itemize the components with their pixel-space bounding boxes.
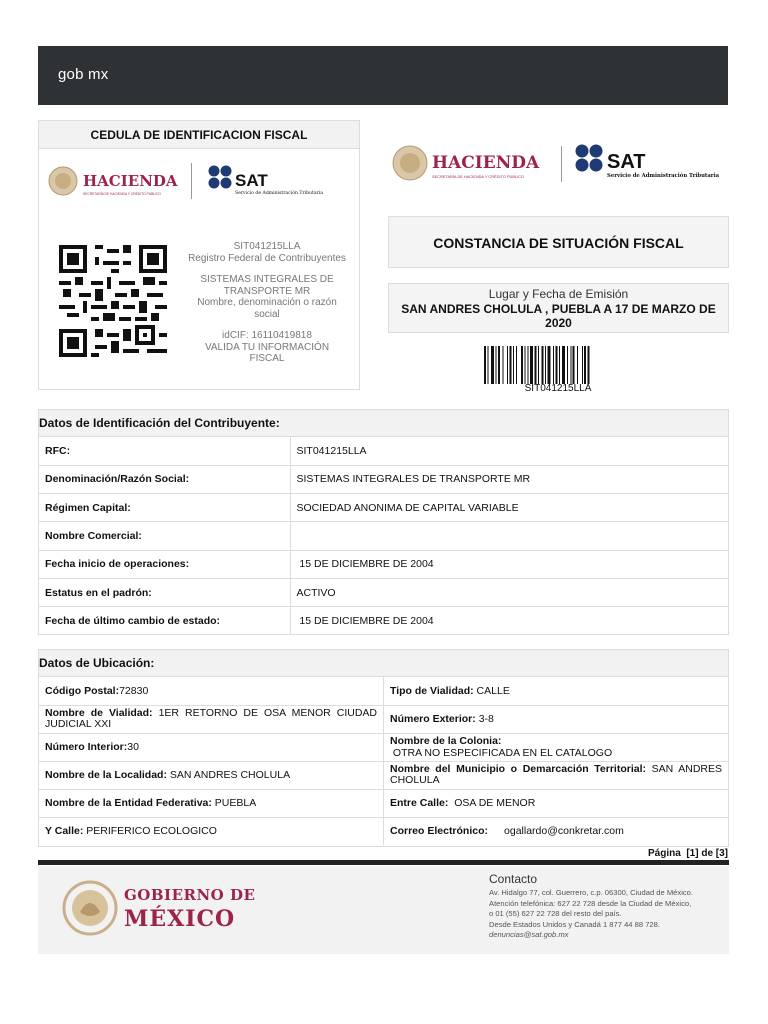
ubicacion-title: Datos de Ubicación: (39, 650, 728, 677)
entre-calle-value: OSA DE MENOR (448, 797, 536, 809)
vialidad-value: 1ER RETORNO DE OSA MENOR CIUDAD JUDICIAL XXI (45, 707, 377, 730)
correo-cell (384, 817, 729, 845)
row-label: Estatus en el padrón: (39, 578, 290, 606)
lugar-fecha-label: Lugar y Fecha de Emisión (488, 287, 629, 301)
table-row (39, 817, 728, 845)
table-row (39, 522, 728, 550)
mexico-seal-icon (62, 878, 118, 938)
barcode-bar (588, 346, 590, 384)
sat-logo-small (207, 164, 347, 200)
tipo-vialidad-label: Tipo de Vialidad: (390, 684, 474, 697)
barcode-bar (516, 346, 517, 384)
barcode-bar (528, 346, 529, 384)
barcode-bar (507, 346, 508, 384)
row-value: ACTIVO (290, 578, 728, 606)
sat-logo-small-sub: Servicio de Administración Tributaria (235, 191, 324, 196)
colonia-label: Nombre de la Colonia: (390, 735, 502, 747)
numero-exterior-label: Número Exterior: (390, 713, 476, 725)
colonia-value: OTRA NO ESPECIFICADA EN EL CATALOGO (390, 747, 613, 759)
barcode-text: SIT041215LLA (524, 383, 592, 394)
entidad-label: Nombre de la Entidad Federativa: (45, 797, 212, 809)
row-value: 15 DE DICIEMBRE DE 2004 (290, 550, 728, 578)
row-value (290, 522, 728, 550)
contacto-title: Contacto (489, 872, 538, 886)
barcode-bar (521, 346, 523, 384)
barcode-bar (491, 346, 494, 384)
barcode-bar (545, 346, 546, 384)
qr-code[interactable] (59, 245, 167, 357)
table-row (39, 607, 728, 635)
municipio-label: Nombre del Municipio o Demarcación Territorial: (390, 763, 646, 775)
barcode-bar (509, 346, 511, 384)
barcode-bar (538, 346, 539, 384)
numero-exterior-value: 3-8 (475, 713, 494, 725)
hacienda-logo-text: HACIENDA (432, 153, 540, 173)
barcode-bar (582, 346, 583, 384)
gobmx-logo[interactable]: gob mx (58, 66, 109, 83)
contacto-line: Atención telefónica: 627 22 728 desde la Ciudad de México, (489, 898, 692, 908)
barcode-bar (524, 346, 525, 384)
barcode-bar (535, 346, 537, 384)
barcode-bar (584, 346, 586, 384)
gob-logo-line1: GOBIERNO DE (124, 886, 256, 904)
barcode-bar (567, 346, 568, 384)
numero-interior-value: 30 (127, 741, 139, 753)
barcode-bar (542, 346, 544, 384)
row-label: Denominación/Razón Social: (39, 465, 290, 493)
footer-separator (38, 860, 729, 865)
table-row (39, 465, 728, 493)
row-value: SIT041215LLA (296, 444, 367, 457)
logo-divider (191, 163, 192, 199)
contacto-line: o 01 (55) 627 22 728 del resto del país. (489, 909, 622, 919)
codigo-postal-label: Código Postal: (45, 684, 120, 697)
lugar-fecha-box (388, 283, 729, 333)
barcode-bar (530, 346, 533, 384)
localidad-cell (39, 761, 384, 789)
codigo-postal-cell (39, 677, 384, 705)
barcode-bar (553, 346, 554, 384)
correo-value[interactable]: ogallardo@conkretar.com (504, 825, 624, 838)
cedula-valida-l2: FISCAL (249, 353, 285, 364)
constancia-title: CONSTANCIA DE SITUACIÓN FISCAL (388, 216, 729, 268)
barcode (484, 346, 632, 384)
table-row (39, 578, 728, 606)
sat-logo-small-text: SAT (235, 171, 268, 190)
gobierno-mexico-logo (124, 886, 255, 932)
hacienda-logo-small (45, 161, 181, 201)
barcode-bar (573, 346, 575, 384)
tipo-vialidad-value: CALLE (473, 684, 510, 697)
ubicacion-section (38, 649, 729, 847)
row-value: 15 DE DICIEMBRE DE 2004 (290, 607, 728, 635)
table-row (39, 789, 728, 817)
barcode-bar (502, 346, 503, 384)
barcode-bar (487, 346, 488, 384)
lugar-fecha-value: SAN ANDRES CHOLULA , PUEBLA A 17 DE MARZO DE 2020 (401, 302, 716, 330)
identificacion-table (39, 437, 728, 635)
codigo-postal-value: 72830 (119, 684, 149, 697)
vialidad-cell (39, 705, 384, 733)
barcode-bar (555, 346, 557, 384)
barcode-bar (498, 346, 500, 384)
hacienda-logo-small-text: HACIENDA (83, 172, 178, 190)
barcode-bar (496, 346, 497, 384)
barcode-bar (547, 346, 550, 384)
entidad-cell (39, 789, 384, 817)
contacto-line: Av. Hidalgo 77, col. Guerrero, c.p. 06300, Ciudad de México. (489, 888, 694, 898)
tipo-vialidad-cell (384, 677, 729, 705)
contacto-line: Desde Estados Unidos y Canadá 1 877 44 88 728. (489, 919, 660, 929)
row-label: Fecha inicio de operaciones: (39, 550, 290, 578)
row-label: RFC: (39, 437, 290, 465)
sat-logo (574, 143, 732, 183)
municipio-value: SAN ANDRES CHOLULA (390, 763, 722, 786)
barcode-bar (562, 346, 565, 384)
barcode-bar (559, 346, 560, 384)
identificacion-title: Datos de Identificación del Contribuyente: (39, 410, 728, 437)
footer (38, 866, 729, 954)
cedula-name-label-l1: Nombre, denominación o razón (197, 297, 337, 308)
numero-interior-cell (39, 733, 384, 761)
cedula-rfc-label: Registro Federal de Contribuyentes (188, 252, 346, 264)
colonia-cell (384, 733, 729, 761)
y-calle-value: PERIFERICO ECOLOGICO (83, 825, 217, 838)
row-value: SISTEMAS INTEGRALES DE TRANSPORTE MR (290, 465, 728, 493)
cedula-idcif: idCIF: 16110419818 (222, 330, 312, 341)
row-label: Nombre Comercial: (39, 522, 290, 550)
logo-divider-big (561, 146, 562, 182)
municipio-cell (384, 761, 729, 789)
table-row (39, 550, 728, 578)
table-row (39, 437, 728, 465)
table-row (39, 705, 728, 733)
identificacion-section (38, 409, 729, 635)
entre-calle-cell (384, 789, 729, 817)
gob-logo-line2: MÉXICO (124, 906, 236, 932)
localidad-value: SAN ANDRES CHOLULA (166, 769, 291, 781)
numero-interior-label: Número Interior: (45, 741, 128, 753)
hacienda-logo (390, 140, 550, 186)
table-row (39, 677, 728, 705)
barcode-bar (570, 346, 571, 384)
page-number: Página [1] de [3] (647, 848, 728, 859)
sat-logo-text: SAT (607, 151, 646, 173)
table-row (39, 761, 728, 789)
row-label: Régimen Capital: (39, 494, 290, 522)
row-value: SOCIEDAD ANONIMA DE CAPITAL VARIABLE (290, 494, 728, 522)
barcode-bar (513, 346, 514, 384)
cedula-rfc: SIT041215LLA (233, 241, 301, 252)
vialidad-label: Nombre de Vialidad: (45, 707, 153, 719)
cedula-title: CEDULA DE IDENTIFICACION FISCAL (39, 121, 359, 149)
row-label: Fecha de último cambio de estado: (39, 607, 290, 635)
y-calle-cell (39, 817, 384, 845)
numero-exterior-cell (384, 705, 729, 733)
barcode-bar (577, 346, 578, 384)
correo-label: Correo Electrónico: (390, 825, 489, 838)
top-bar (38, 46, 728, 105)
cedula-name-l2: TRANSPORTE MR (223, 285, 311, 297)
localidad-label: Nombre de la Localidad: (45, 769, 167, 781)
entidad-value: PUEBLA (211, 797, 257, 809)
entre-calle-label: Entre Calle: (390, 797, 449, 809)
cedula-name-l1: SISTEMAS INTEGRALES DE (200, 274, 334, 285)
y-calle-label: Y Calle: (45, 825, 84, 838)
barcode-bar (484, 346, 486, 384)
ubicacion-table (39, 677, 728, 845)
cedula-name-label-l2: social (254, 308, 280, 320)
hacienda-logo-sub: SECRETARÍA DE HACIENDA Y CRÉDITO PÚBLICO (432, 174, 525, 179)
table-row (39, 733, 728, 761)
cedula-logos (39, 151, 359, 211)
sat-logo-sub: Servicio de Administración Tributaria (607, 173, 720, 179)
cedula-info (187, 241, 347, 365)
hacienda-logo-small-sub: SECRETARÍA DE HACIENDA Y CRÉDITO PÚBLICO (83, 192, 161, 196)
contacto-email[interactable]: denuncias@sat.gob.mx (489, 930, 569, 940)
table-row (39, 494, 728, 522)
cedula-box (38, 120, 360, 390)
contacto-block (489, 874, 729, 940)
cedula-valida-l1: VALIDA TU INFORMACIÓN (204, 341, 330, 353)
